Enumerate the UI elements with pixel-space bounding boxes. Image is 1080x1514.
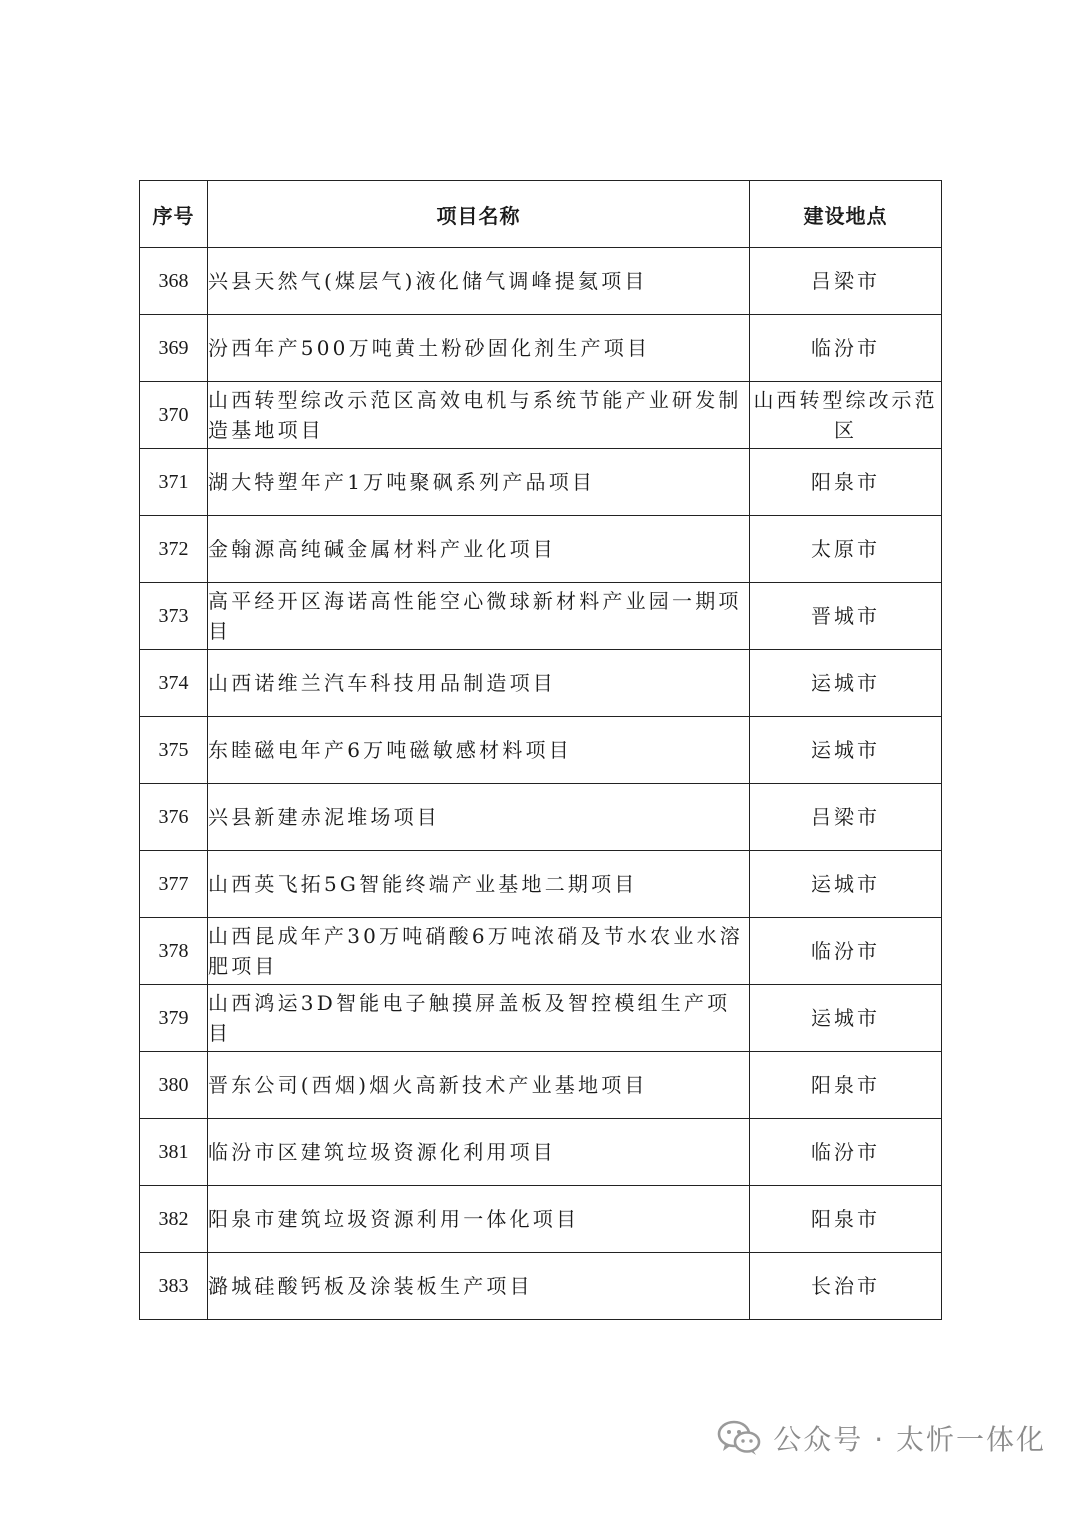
project-location: 运城市 <box>750 985 942 1052</box>
project-name: 山西昆成年产30万吨硝酸6万吨浓硝及节水农业水溶肥项目 <box>208 918 750 985</box>
project-location: 临汾市 <box>750 918 942 985</box>
table-row <box>140 717 942 784</box>
row-number: 379 <box>140 985 208 1052</box>
header-num: 序号 <box>140 181 208 248</box>
table-row <box>140 918 942 985</box>
row-number: 377 <box>140 851 208 918</box>
project-name: 金翰源高纯碱金属材料产业化项目 <box>208 516 750 583</box>
table-row <box>140 851 942 918</box>
table-row <box>140 382 942 449</box>
row-number: 375 <box>140 717 208 784</box>
row-number: 373 <box>140 583 208 650</box>
project-name: 山西英飞拓5G智能终端产业基地二期项目 <box>208 851 750 918</box>
project-name: 山西诺维兰汽车科技用品制造项目 <box>208 650 750 717</box>
header-name: 项目名称 <box>208 181 750 248</box>
table-row <box>140 1119 942 1186</box>
row-number: 371 <box>140 449 208 516</box>
table-row <box>140 583 942 650</box>
row-number: 382 <box>140 1186 208 1253</box>
watermark-text: 公众号 · 太忻一体化 <box>773 1423 1046 1456</box>
watermark <box>717 1418 1046 1458</box>
row-number: 376 <box>140 784 208 851</box>
table-row <box>140 1052 942 1119</box>
project-name: 东睦磁电年产6万吨磁敏感材料项目 <box>208 717 750 784</box>
project-location: 晋城市 <box>750 583 942 650</box>
project-name: 兴县天然气(煤层气)液化储气调峰提氦项目 <box>208 248 750 315</box>
table-header-row <box>140 181 942 248</box>
project-name: 兴县新建赤泥堆场项目 <box>208 784 750 851</box>
project-name: 临汾市区建筑垃圾资源化利用项目 <box>208 1119 750 1186</box>
header-location: 建设地点 <box>750 181 942 248</box>
project-location: 阳泉市 <box>750 1186 942 1253</box>
row-number: 383 <box>140 1253 208 1320</box>
project-name: 晋东公司(西烟)烟火高新技术产业基地项目 <box>208 1052 750 1119</box>
table-row <box>140 516 942 583</box>
project-location: 临汾市 <box>750 1119 942 1186</box>
project-location: 运城市 <box>750 717 942 784</box>
project-location: 阳泉市 <box>750 449 942 516</box>
table-row <box>140 1253 942 1320</box>
project-name: 汾西年产500万吨黄土粉砂固化剂生产项目 <box>208 315 750 382</box>
project-location: 运城市 <box>750 851 942 918</box>
row-number: 381 <box>140 1119 208 1186</box>
table-row <box>140 985 942 1052</box>
table-row <box>140 248 942 315</box>
row-number: 370 <box>140 382 208 449</box>
table-row <box>140 784 942 851</box>
project-location: 临汾市 <box>750 315 942 382</box>
project-name: 山西转型综改示范区高效电机与系统节能产业研发制造基地项目 <box>208 382 750 449</box>
table-row <box>140 1186 942 1253</box>
project-name: 阳泉市建筑垃圾资源利用一体化项目 <box>208 1186 750 1253</box>
project-location: 长治市 <box>750 1253 942 1320</box>
table-row <box>140 650 942 717</box>
row-number: 368 <box>140 248 208 315</box>
row-number: 374 <box>140 650 208 717</box>
table-row <box>140 449 942 516</box>
row-number: 369 <box>140 315 208 382</box>
project-location: 山西转型综改示范区 <box>750 382 942 449</box>
row-number: 372 <box>140 516 208 583</box>
project-location: 阳泉市 <box>750 1052 942 1119</box>
project-name: 潞城硅酸钙板及涂装板生产项目 <box>208 1253 750 1320</box>
project-location: 吕梁市 <box>750 248 942 315</box>
project-name: 高平经开区海诺高性能空心微球新材料产业园一期项目 <box>208 583 750 650</box>
table-row <box>140 315 942 382</box>
project-name: 山西鸿运3D智能电子触摸屏盖板及智控模组生产项目 <box>208 985 750 1052</box>
project-location: 运城市 <box>750 650 942 717</box>
wechat-icon <box>717 1420 761 1456</box>
project-table <box>139 180 942 1320</box>
row-number: 378 <box>140 918 208 985</box>
project-location: 太原市 <box>750 516 942 583</box>
project-name: 湖大特塑年产1万吨聚砜系列产品项目 <box>208 449 750 516</box>
row-number: 380 <box>140 1052 208 1119</box>
project-location: 吕梁市 <box>750 784 942 851</box>
